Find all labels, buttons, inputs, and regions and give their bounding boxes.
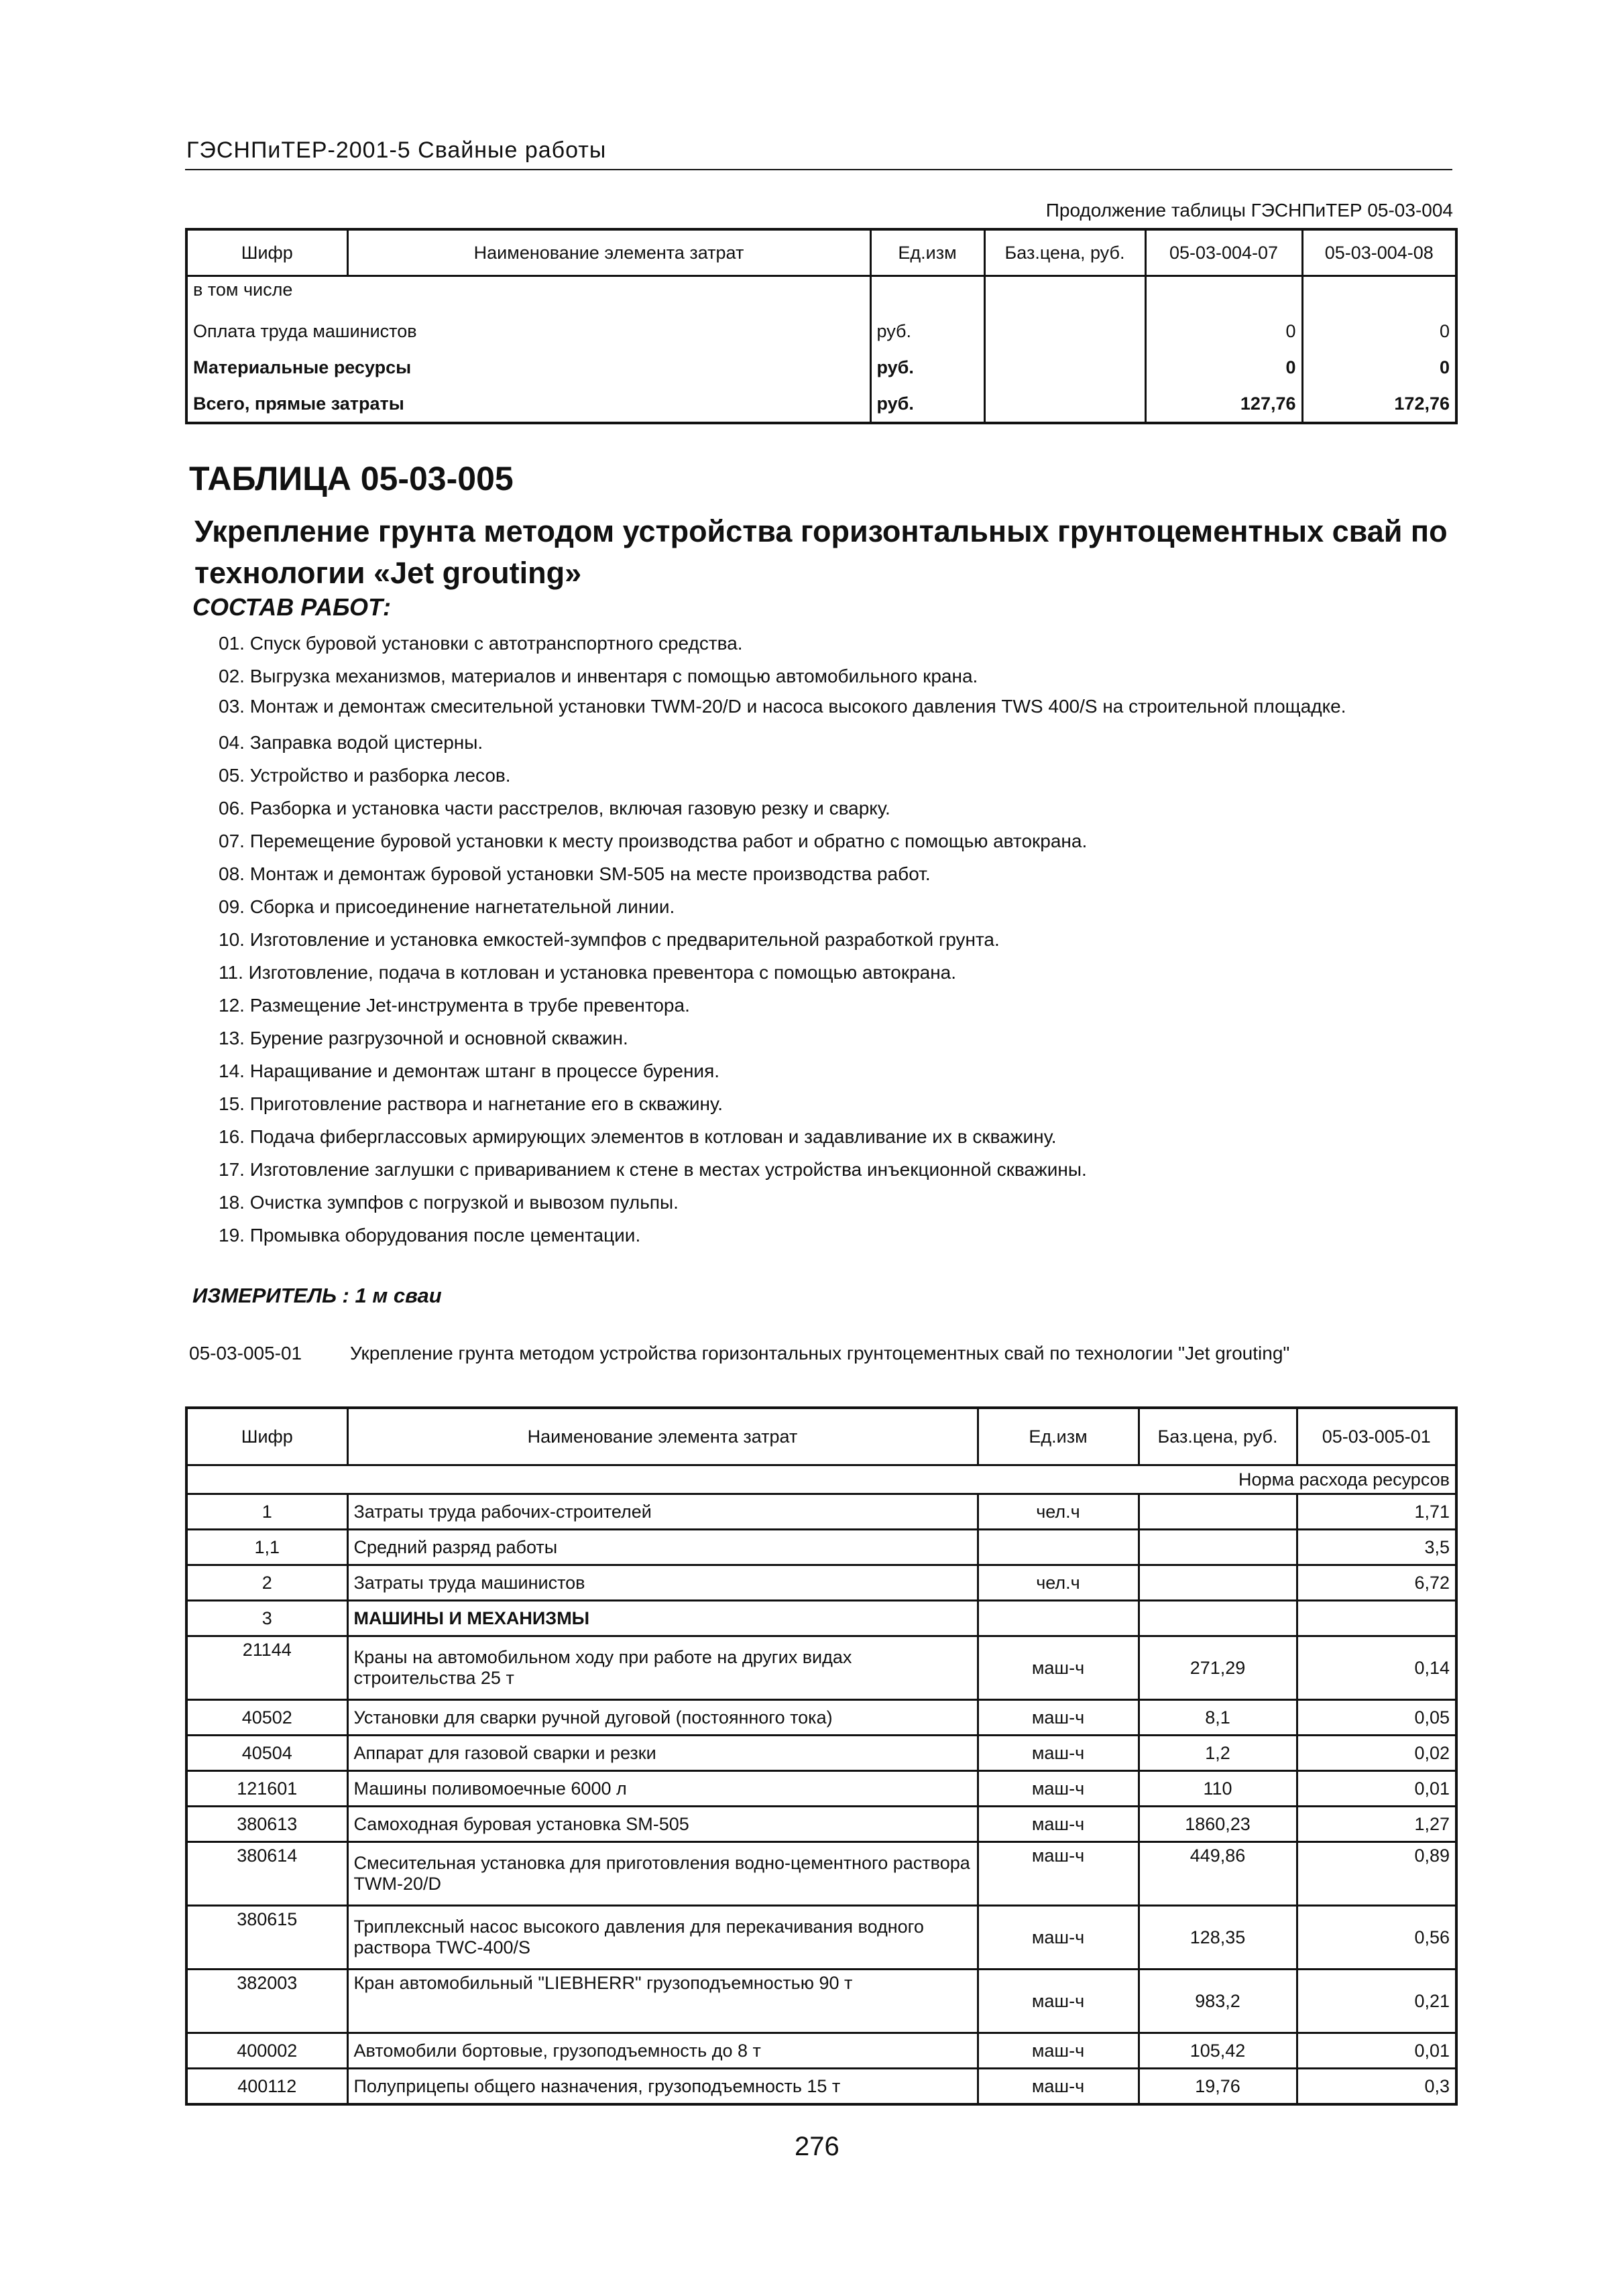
row-price xyxy=(1139,1565,1297,1601)
table-row xyxy=(186,313,1456,349)
row-value-07: 0 xyxy=(1145,313,1302,349)
list-item: 07. Перемещение буровой установки к месту производства работ и обратно с помощью автокрана. xyxy=(219,831,1088,851)
row-value-08: 0 xyxy=(1302,349,1456,385)
row-unit xyxy=(978,1530,1139,1565)
row-unit: чел.ч xyxy=(978,1494,1139,1530)
row-value-08 xyxy=(1302,276,1456,314)
list-item: 14. Наращивание и демонтаж штанг в процессе бурения. xyxy=(219,1061,720,1081)
row-code: 380615 xyxy=(186,1906,347,1970)
list-item: 10. Изготовление и установка емкостей-зумпфов с предварительной разработкой грунта. xyxy=(219,929,1000,950)
row-code: 382003 xyxy=(186,1970,347,2033)
works-heading: СОСТАВ РАБОТ: xyxy=(192,593,391,621)
row-value-08: 0 xyxy=(1302,313,1456,349)
page-number: 276 xyxy=(795,2132,839,2161)
row-value: 0,01 xyxy=(1297,1771,1456,1807)
row-value: 0,89 xyxy=(1297,1842,1456,1906)
table-title: ТАБЛИЦА 05-03-005 xyxy=(189,460,514,497)
table-row xyxy=(186,1494,1456,1530)
list-item: 19. Промывка оборудования после цементации. xyxy=(219,1225,641,1246)
item-code: 05-03-005-01 xyxy=(189,1343,302,1364)
row-name: Смесительная установка для приготовления водно-цементного раствора TWM-20/D xyxy=(347,1842,978,1906)
row-price xyxy=(984,349,1145,385)
row-value-07: 127,76 xyxy=(1145,385,1302,423)
row-name: Автомобили бортовые, грузоподъемность до 8 т xyxy=(347,2033,978,2069)
row-price xyxy=(984,313,1145,349)
row-code: 400002 xyxy=(186,2033,347,2069)
section-subject: Укрепление грунта методом устройства горизонтальных грунтоцементных свай по технологии «Jet grouting» xyxy=(194,514,1448,590)
row-name: Полуприцепы общего назначения, грузоподъемность 15 т xyxy=(347,2069,978,2105)
col-header-name: Наименование элемента затрат xyxy=(347,229,870,276)
row-code: 1 xyxy=(186,1494,347,1530)
table-row xyxy=(186,1807,1456,1842)
row-value-07 xyxy=(1145,276,1302,314)
list-item: 03. Монтаж и демонтаж смесительной установки TWM-20/D и насоса высокого давления TWS 400/S на строительной площадке. xyxy=(219,696,1346,717)
row-name: Затраты труда рабочих-строителей xyxy=(347,1494,978,1530)
row-unit: маш-ч xyxy=(978,1736,1139,1771)
row-code: 1,1 xyxy=(186,1530,347,1565)
row-code: 400112 xyxy=(186,2069,347,2105)
list-item: 18. Очистка зумпфов с погрузкой и вывозом пульпы. xyxy=(219,1192,679,1213)
row-price xyxy=(984,276,1145,314)
row-name: Триплексный насос высокого давления для перекачивания водного раствора TWC-400/S xyxy=(347,1906,978,1970)
table-row xyxy=(186,349,1456,385)
row-price: 271,29 xyxy=(1139,1636,1297,1700)
table-row xyxy=(186,1565,1456,1601)
continuation-table xyxy=(185,228,1458,424)
list-item: 06. Разборка и установка части расстрелов, включая газовую резку и сварку. xyxy=(219,798,890,819)
table-row xyxy=(186,1530,1456,1565)
row-price xyxy=(1139,1530,1297,1565)
col-header-price: Баз.цена, руб. xyxy=(984,229,1145,276)
row-unit: маш-ч xyxy=(978,1636,1139,1700)
row-value: 6,72 xyxy=(1297,1565,1456,1601)
list-item: 12. Размещение Jet-инструмента в трубе превентора. xyxy=(219,995,690,1016)
norm-row xyxy=(186,1465,1456,1494)
col-header-unit: Ед.изм xyxy=(870,229,984,276)
row-code: 40504 xyxy=(186,1736,347,1771)
row-code: 3 xyxy=(186,1601,347,1636)
row-value: 1,27 xyxy=(1297,1807,1456,1842)
table-row xyxy=(186,1636,1456,1700)
row-value: 0,56 xyxy=(1297,1906,1456,1970)
row-code: 380613 xyxy=(186,1807,347,1842)
table-row xyxy=(186,385,1456,423)
row-name: в том числе xyxy=(186,276,870,314)
row-price: 1860,23 xyxy=(1139,1807,1297,1842)
table-header-row xyxy=(186,229,1456,276)
item-caption xyxy=(189,1343,1289,1364)
row-unit: маш-ч xyxy=(978,1842,1139,1906)
row-value-07: 0 xyxy=(1145,349,1302,385)
header-rule xyxy=(185,169,1452,170)
list-item: 04. Заправка водой цистерны. xyxy=(219,732,483,753)
list-item: 02. Выгрузка механизмов, материалов и инвентаря с помощью автомобильного крана. xyxy=(219,666,978,686)
row-code: 21144 xyxy=(186,1636,347,1700)
table-row xyxy=(186,1736,1456,1771)
row-code: 380614 xyxy=(186,1842,347,1906)
col-header-code: Шифр xyxy=(186,1408,347,1465)
col-header-unit: Ед.изм xyxy=(978,1408,1139,1465)
row-price: 983,2 xyxy=(1139,1970,1297,2033)
table-row xyxy=(186,2033,1456,2069)
running-header: ГЭСНПиТЕР-2001-5 Свайные работы xyxy=(186,137,607,163)
row-value: 1,71 xyxy=(1297,1494,1456,1530)
list-item: 15. Приготовление раствора и нагнетание его в скважину. xyxy=(219,1093,723,1114)
norm-label: Норма расхода ресурсов xyxy=(186,1465,1456,1494)
table-row xyxy=(186,1970,1456,2033)
row-value: 0,02 xyxy=(1297,1736,1456,1771)
row-name: Кран автомобильный "LIEBHERR" грузоподъемностью 90 т xyxy=(347,1970,978,2033)
table-header-row xyxy=(186,1408,1456,1465)
row-name: МАШИНЫ И МЕХАНИЗМЫ xyxy=(347,1601,978,1636)
row-unit: маш-ч xyxy=(978,2033,1139,2069)
row-price: 105,42 xyxy=(1139,2033,1297,2069)
row-code: 121601 xyxy=(186,1771,347,1807)
row-name: Оплата труда машинистов xyxy=(186,313,870,349)
row-name: Материальные ресурсы xyxy=(186,349,870,385)
row-value: 0,05 xyxy=(1297,1700,1456,1736)
measure-label: ИЗМЕРИТЕЛЬ : xyxy=(192,1284,349,1307)
col-header-value-07: 05-03-004-07 xyxy=(1145,229,1302,276)
resource-table xyxy=(185,1406,1458,2106)
row-name: Краны на автомобильном ходу при работе на других видах строительства 25 т xyxy=(347,1636,978,1700)
row-price xyxy=(1139,1601,1297,1636)
col-header-price: Баз.цена, руб. xyxy=(1139,1408,1297,1465)
row-name: Всего, прямые затраты xyxy=(186,385,870,423)
table-row xyxy=(186,2069,1456,2105)
row-name: Затраты труда машинистов xyxy=(347,1565,978,1601)
table-row xyxy=(186,1906,1456,1970)
table-row xyxy=(186,1842,1456,1906)
row-value-08: 172,76 xyxy=(1302,385,1456,423)
col-header-name: Наименование элемента затрат xyxy=(347,1408,978,1465)
row-unit: руб. xyxy=(870,313,984,349)
col-header-value: 05-03-005-01 xyxy=(1297,1408,1456,1465)
row-price: 110 xyxy=(1139,1771,1297,1807)
measure-line xyxy=(192,1284,442,1308)
row-unit: маш-ч xyxy=(978,1906,1139,1970)
row-code: 2 xyxy=(186,1565,347,1601)
row-unit: маш-ч xyxy=(978,1700,1139,1736)
row-unit: маш-ч xyxy=(978,2069,1139,2105)
list-item: 16. Подача фибергласcовых армирующих элементов в котлован и задавливание их в скважину. xyxy=(219,1126,1057,1147)
row-value: 3,5 xyxy=(1297,1530,1456,1565)
row-unit: чел.ч xyxy=(978,1565,1139,1601)
row-unit: маш-ч xyxy=(978,1807,1139,1842)
row-unit: маш-ч xyxy=(978,1771,1139,1807)
row-price: 1,2 xyxy=(1139,1736,1297,1771)
list-item: 08. Монтаж и демонтаж буровой установки SM-505 на месте производства работ. xyxy=(219,863,931,884)
list-item: 11. Изготовление, подача в котлован и установка превентора с помощью автокрана. xyxy=(219,962,957,983)
row-unit: маш-ч xyxy=(978,1970,1139,2033)
row-value: 0,3 xyxy=(1297,2069,1456,2105)
row-unit: руб. xyxy=(870,349,984,385)
row-price xyxy=(1139,1494,1297,1530)
table-row xyxy=(186,1601,1456,1636)
row-name: Самоходная буровая установка SM-505 xyxy=(347,1807,978,1842)
table-row xyxy=(186,1771,1456,1807)
continuation-caption: Продолжение таблицы ГЭСНПиТЕР 05-03-004 xyxy=(1045,200,1453,221)
row-value: 0,14 xyxy=(1297,1636,1456,1700)
row-name: Средний разряд работы xyxy=(347,1530,978,1565)
row-code: 40502 xyxy=(186,1700,347,1736)
row-name: Аппарат для газовой сварки и резки xyxy=(347,1736,978,1771)
row-value: 0,01 xyxy=(1297,2033,1456,2069)
col-header-value-08: 05-03-004-08 xyxy=(1302,229,1456,276)
list-item: 13. Бурение разгрузочной и основной скважин. xyxy=(219,1028,628,1048)
row-unit xyxy=(978,1601,1139,1636)
row-unit xyxy=(870,276,984,314)
row-value xyxy=(1297,1601,1456,1636)
item-title: Укрепление грунта методом устройства горизонтальных грунтоцементных свай по технологии "Jet grouting" xyxy=(350,1343,1290,1364)
row-value: 0,21 xyxy=(1297,1970,1456,2033)
row-unit: руб. xyxy=(870,385,984,423)
list-item: 05. Устройство и разборка лесов. xyxy=(219,765,511,786)
row-name: Машины поливомоечные 6000 л xyxy=(347,1771,978,1807)
measure-value: 1 м сваи xyxy=(355,1284,442,1307)
col-header-code: Шифр xyxy=(186,229,347,276)
works-list xyxy=(194,627,1442,1252)
list-item: 09. Сборка и присоединение нагнетательной линии. xyxy=(219,896,675,917)
row-price: 8,1 xyxy=(1139,1700,1297,1736)
table-row xyxy=(186,1700,1456,1736)
row-price: 128,35 xyxy=(1139,1906,1297,1970)
list-item: 01. Спуск буровой установки с автотранспортного средства. xyxy=(219,633,743,654)
row-price: 19,76 xyxy=(1139,2069,1297,2105)
row-price: 449,86 xyxy=(1139,1842,1297,1906)
row-name: Установки для сварки ручной дуговой (постоянного тока) xyxy=(347,1700,978,1736)
row-price xyxy=(984,385,1145,423)
table-row xyxy=(186,276,1456,314)
list-item: 17. Изготовление заглушки с привариванием к стене в местах устройства инъекционной скважины. xyxy=(219,1159,1087,1180)
